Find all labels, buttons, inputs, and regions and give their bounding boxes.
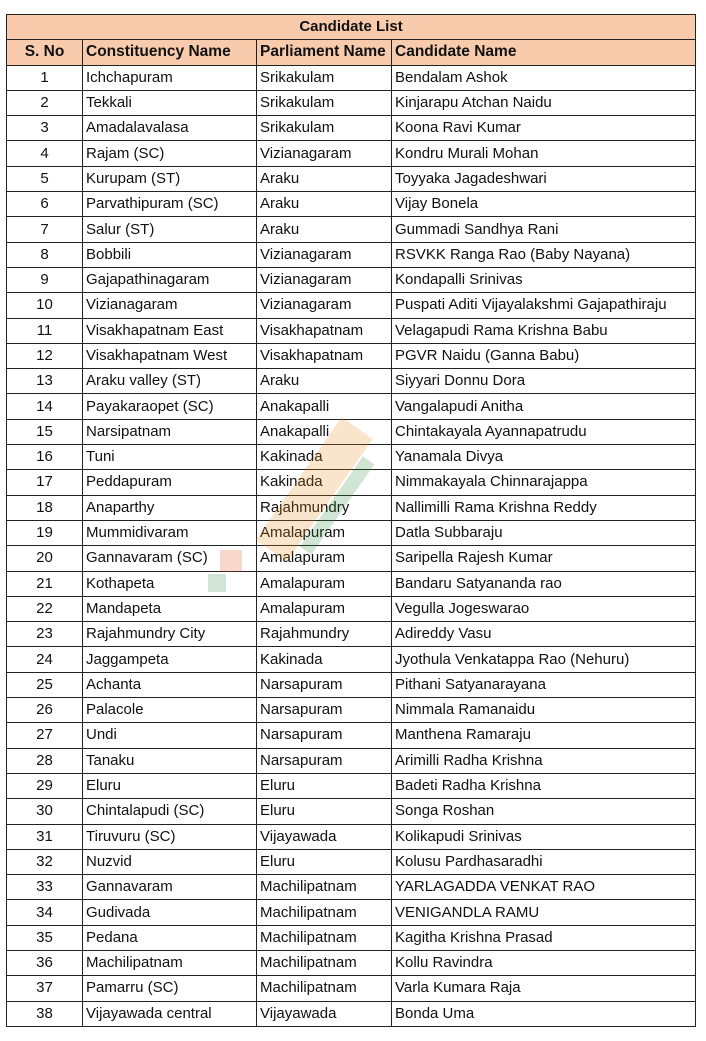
cell-constituency: Pamarru (SC) [83,976,257,1001]
cell-candidate: Vijay Bonela [392,192,696,217]
cell-candidate: Koona Ravi Kumar [392,116,696,141]
cell-s-no: 25 [7,672,83,697]
cell-candidate: PGVR Naidu (Ganna Babu) [392,343,696,368]
cell-candidate: VENIGANDLA RAMU [392,900,696,925]
header-constituency-name: Constituency Name [83,40,257,65]
cell-candidate: YARLAGADDA VENKAT RAO [392,875,696,900]
cell-parliament: Amalapuram [257,520,392,545]
cell-constituency: Parvathipuram (SC) [83,192,257,217]
cell-parliament: Anakapalli [257,419,392,444]
header-candidate-name: Candidate Name [392,40,696,65]
cell-parliament: Araku [257,369,392,394]
cell-s-no: 11 [7,318,83,343]
cell-s-no: 5 [7,166,83,191]
cell-parliament: Araku [257,192,392,217]
cell-constituency: Gajapathinagaram [83,267,257,292]
cell-parliament: Vizianagaram [257,242,392,267]
cell-candidate: Vegulla Jogeswarao [392,596,696,621]
cell-s-no: 31 [7,824,83,849]
table-row [7,520,696,545]
cell-parliament: Narsapuram [257,698,392,723]
cell-s-no: 35 [7,925,83,950]
cell-candidate: RSVKK Ranga Rao (Baby Nayana) [392,242,696,267]
cell-parliament: Machilipatnam [257,900,392,925]
candidate-table [6,14,696,1027]
cell-s-no: 7 [7,217,83,242]
cell-s-no: 23 [7,622,83,647]
table-row [7,672,696,697]
cell-constituency: Narsipatnam [83,419,257,444]
cell-constituency: Chintalapudi (SC) [83,799,257,824]
cell-constituency: Araku valley (ST) [83,369,257,394]
cell-candidate: Jyothula Venkatappa Rao (Nehuru) [392,647,696,672]
cell-parliament: Machilipatnam [257,976,392,1001]
cell-parliament: Rajahmundry [257,622,392,647]
cell-constituency: Ichchapuram [83,65,257,90]
table-row [7,445,696,470]
table-row [7,925,696,950]
cell-parliament: Srikakulam [257,116,392,141]
table-row [7,90,696,115]
cell-s-no: 19 [7,520,83,545]
table-row [7,116,696,141]
cell-constituency: Rajam (SC) [83,141,257,166]
cell-s-no: 10 [7,293,83,318]
cell-candidate: Songa Roshan [392,799,696,824]
table-row [7,824,696,849]
cell-s-no: 13 [7,369,83,394]
table-title-row [7,15,696,40]
cell-constituency: Achanta [83,672,257,697]
cell-parliament: Srikakulam [257,90,392,115]
cell-candidate: Chintakayala Ayannapatrudu [392,419,696,444]
cell-constituency: Visakhapatnam East [83,318,257,343]
cell-constituency: Nuzvid [83,849,257,874]
cell-candidate: Kondru Murali Mohan [392,141,696,166]
cell-s-no: 17 [7,470,83,495]
table-row [7,419,696,444]
cell-constituency: Gannavaram (SC) [83,546,257,571]
cell-parliament: Amalapuram [257,596,392,621]
cell-candidate: Kagitha Krishna Prasad [392,925,696,950]
cell-constituency: Gannavaram [83,875,257,900]
table-body [7,65,696,1026]
cell-constituency: Jaggampeta [83,647,257,672]
cell-parliament: Visakhapatnam [257,343,392,368]
cell-s-no: 15 [7,419,83,444]
cell-constituency: Visakhapatnam West [83,343,257,368]
cell-s-no: 16 [7,445,83,470]
cell-s-no: 33 [7,875,83,900]
cell-s-no: 26 [7,698,83,723]
cell-s-no: 2 [7,90,83,115]
table-row [7,875,696,900]
cell-candidate: Nimmala Ramanaidu [392,698,696,723]
cell-candidate: Manthena Ramaraju [392,723,696,748]
cell-candidate: Yanamala Divya [392,445,696,470]
cell-candidate: Varla Kumara Raja [392,976,696,1001]
cell-s-no: 36 [7,950,83,975]
cell-candidate: Arimilli Radha Krishna [392,748,696,773]
header-parliament-name: Parliament Name [257,40,392,65]
table-row [7,166,696,191]
cell-candidate: Kolusu Pardhasaradhi [392,849,696,874]
cell-parliament: Kakinada [257,470,392,495]
cell-parliament: Amalapuram [257,546,392,571]
cell-candidate: Kondapalli Srinivas [392,267,696,292]
table-row [7,293,696,318]
cell-candidate: Saripella Rajesh Kumar [392,546,696,571]
table-row [7,773,696,798]
cell-s-no: 24 [7,647,83,672]
table-row [7,192,696,217]
table-title: Candidate List [7,15,696,40]
cell-constituency: Tuni [83,445,257,470]
cell-constituency: Pedana [83,925,257,950]
cell-parliament: Machilipatnam [257,875,392,900]
cell-parliament: Araku [257,217,392,242]
cell-parliament: Narsapuram [257,748,392,773]
table-row [7,622,696,647]
table-row [7,141,696,166]
cell-constituency: Eluru [83,773,257,798]
table-row [7,596,696,621]
table-row [7,799,696,824]
cell-constituency: Gudivada [83,900,257,925]
table-row [7,950,696,975]
cell-s-no: 38 [7,1001,83,1026]
cell-parliament: Kakinada [257,445,392,470]
cell-constituency: Payakaraopet (SC) [83,394,257,419]
table-row [7,394,696,419]
cell-parliament: Vijayawada [257,824,392,849]
cell-parliament: Eluru [257,849,392,874]
cell-parliament: Machilipatnam [257,925,392,950]
table-row [7,65,696,90]
cell-s-no: 18 [7,495,83,520]
table-row [7,343,696,368]
cell-constituency: Peddapuram [83,470,257,495]
table-row [7,546,696,571]
cell-constituency: Mandapeta [83,596,257,621]
cell-candidate: Datla Subbaraju [392,520,696,545]
cell-constituency: Bobbili [83,242,257,267]
cell-candidate: Velagapudi Rama Krishna Babu [392,318,696,343]
cell-constituency: Kothapeta [83,571,257,596]
cell-candidate: Pithani Satyanarayana [392,672,696,697]
cell-parliament: Amalapuram [257,571,392,596]
table-row [7,976,696,1001]
table-row [7,900,696,925]
cell-s-no: 1 [7,65,83,90]
cell-parliament: Eluru [257,773,392,798]
cell-s-no: 12 [7,343,83,368]
cell-parliament: Eluru [257,799,392,824]
cell-s-no: 4 [7,141,83,166]
cell-constituency: Palacole [83,698,257,723]
cell-candidate: Bendalam Ashok [392,65,696,90]
cell-constituency: Amadalavalasa [83,116,257,141]
cell-constituency: Kurupam (ST) [83,166,257,191]
cell-s-no: 22 [7,596,83,621]
cell-parliament: Narsapuram [257,672,392,697]
cell-s-no: 29 [7,773,83,798]
candidate-list-sheet [6,14,695,1027]
table-row [7,723,696,748]
cell-s-no: 14 [7,394,83,419]
cell-candidate: Kolikapudi Srinivas [392,824,696,849]
cell-candidate: Puspati Aditi Vijayalakshmi Gajapathiraju [392,293,696,318]
cell-constituency: Salur (ST) [83,217,257,242]
cell-s-no: 6 [7,192,83,217]
cell-s-no: 21 [7,571,83,596]
cell-constituency: Tiruvuru (SC) [83,824,257,849]
cell-parliament: Visakhapatnam [257,318,392,343]
cell-constituency: Rajahmundry City [83,622,257,647]
cell-s-no: 32 [7,849,83,874]
cell-parliament: Vizianagaram [257,293,392,318]
cell-s-no: 34 [7,900,83,925]
cell-candidate: Badeti Radha Krishna [392,773,696,798]
cell-candidate: Siyyari Donnu Dora [392,369,696,394]
cell-candidate: Gummadi Sandhya Rani [392,217,696,242]
cell-s-no: 9 [7,267,83,292]
cell-parliament: Rajahmundry [257,495,392,520]
table-row [7,242,696,267]
cell-candidate: Bandaru Satyananda rao [392,571,696,596]
cell-parliament: Araku [257,166,392,191]
cell-parliament: Vizianagaram [257,267,392,292]
table-header-row [7,40,696,65]
cell-parliament: Kakinada [257,647,392,672]
table-row [7,748,696,773]
cell-s-no: 28 [7,748,83,773]
table-row [7,647,696,672]
cell-candidate: Kinjarapu Atchan Naidu [392,90,696,115]
cell-candidate: Nallimilli Rama Krishna Reddy [392,495,696,520]
cell-candidate: Adireddy Vasu [392,622,696,647]
table-row [7,1001,696,1026]
cell-s-no: 20 [7,546,83,571]
cell-constituency: Tekkali [83,90,257,115]
header-s-no: S. No [7,40,83,65]
cell-constituency: Anaparthy [83,495,257,520]
cell-s-no: 3 [7,116,83,141]
table-row [7,217,696,242]
cell-candidate: Bonda Uma [392,1001,696,1026]
cell-s-no: 37 [7,976,83,1001]
cell-parliament: Vijayawada [257,1001,392,1026]
cell-constituency: Machilipatnam [83,950,257,975]
cell-constituency: Tanaku [83,748,257,773]
cell-parliament: Anakapalli [257,394,392,419]
cell-constituency: Undi [83,723,257,748]
table-row [7,849,696,874]
cell-s-no: 8 [7,242,83,267]
cell-candidate: Vangalapudi Anitha [392,394,696,419]
cell-candidate: Kollu Ravindra [392,950,696,975]
cell-parliament: Srikakulam [257,65,392,90]
table-row [7,470,696,495]
cell-parliament: Narsapuram [257,723,392,748]
cell-parliament: Vizianagaram [257,141,392,166]
table-row [7,267,696,292]
cell-constituency: Vijayawada central [83,1001,257,1026]
cell-candidate: Toyyaka Jagadeshwari [392,166,696,191]
cell-constituency: Vizianagaram [83,293,257,318]
cell-constituency: Mummidivaram [83,520,257,545]
cell-s-no: 30 [7,799,83,824]
table-row [7,318,696,343]
cell-s-no: 27 [7,723,83,748]
table-row [7,571,696,596]
table-row [7,495,696,520]
table-row [7,698,696,723]
table-row [7,369,696,394]
cell-parliament: Machilipatnam [257,950,392,975]
cell-candidate: Nimmakayala Chinnarajappa [392,470,696,495]
